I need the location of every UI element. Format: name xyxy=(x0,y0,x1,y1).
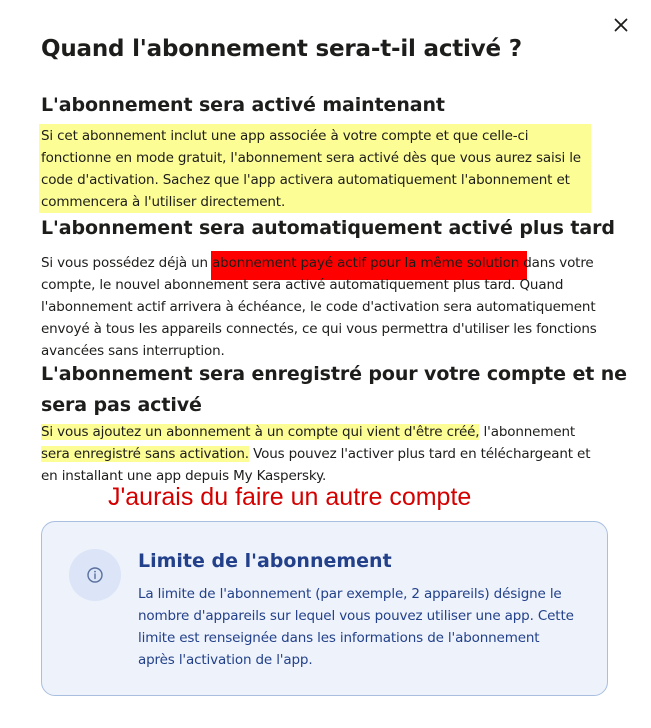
text-line: commencera à l'utiliser directement. xyxy=(41,194,286,210)
info-card-text xyxy=(138,583,574,671)
text-line: avancées sans interruption. xyxy=(41,343,225,359)
close-button[interactable] xyxy=(610,14,632,36)
dialog-title: Quand l'abonnement sera-t-il activé ? xyxy=(41,36,522,62)
yellow-highlight-phrase: sera enregistré sans activation. xyxy=(41,446,249,462)
info-icon xyxy=(86,566,104,584)
text-fragment: Vous pouvez l'activer plus tard en téléchargeant et xyxy=(248,446,591,462)
text-line: l'abonnement actif arrivera à échéance, le code d'activation sera automatiquement xyxy=(41,299,596,315)
text-line: nombre d'appareils sur lequel vous pouvez utiliser une app. Cette xyxy=(138,608,574,624)
text-line: Si vous possédez déjà un abonnement payé actif pour la même solution dans votre xyxy=(41,255,594,271)
text-line: code d'activation. Sachez que l'app activera automatiquement l'abonnement et xyxy=(41,172,570,188)
section-text-active-now xyxy=(41,125,581,213)
text-line: fonctionne en mode gratuit, l'abonnement sera activé dès que vous aurez saisi le xyxy=(41,150,581,166)
section-heading-active-later: L'abonnement sera automatiquement activé plus tard xyxy=(41,217,615,239)
text-line: après l'activation de l'app. xyxy=(138,652,313,668)
section-heading-active-now: L'abonnement sera activé maintenant xyxy=(41,94,445,116)
text-fragment: l'abonnement xyxy=(479,424,576,440)
text-line: limite est renseignée dans les informations de l'abonnement xyxy=(138,630,540,646)
info-icon-badge xyxy=(69,549,121,601)
user-annotation: J'aurais du faire un autre compte xyxy=(108,483,472,511)
close-icon[interactable] xyxy=(610,14,632,36)
text-line xyxy=(41,443,590,465)
text-line: en installant une app depuis My Kaspersky. xyxy=(41,468,327,484)
section-text-registered xyxy=(41,421,590,487)
section-text-active-later xyxy=(41,252,597,362)
text-line: compte, le nouvel abonnement sera activé automatiquement plus tard. Quand xyxy=(41,277,564,293)
heading-line: sera pas activé xyxy=(41,394,202,416)
yellow-highlight-phrase: Si vous ajoutez un abonnement à un compte qui vient d'être créé, xyxy=(41,424,480,440)
subscription-limit-info-card xyxy=(41,521,608,696)
text-line xyxy=(41,421,590,443)
info-card-title: Limite de l'abonnement xyxy=(138,550,392,572)
section-heading-registered-not-activated xyxy=(41,359,627,421)
text-line: La limite de l'abonnement (par exemple, 2 appareils) désigne le xyxy=(138,586,562,602)
text-line: Si cet abonnement inclut une app associée à votre compte et que celle-ci xyxy=(41,128,529,144)
text-line: envoyé à tous les appareils connectés, ce qui vous permettra d'utiliser les fonctions xyxy=(41,321,597,337)
heading-line: L'abonnement sera enregistré pour votre compte et ne xyxy=(41,363,627,385)
